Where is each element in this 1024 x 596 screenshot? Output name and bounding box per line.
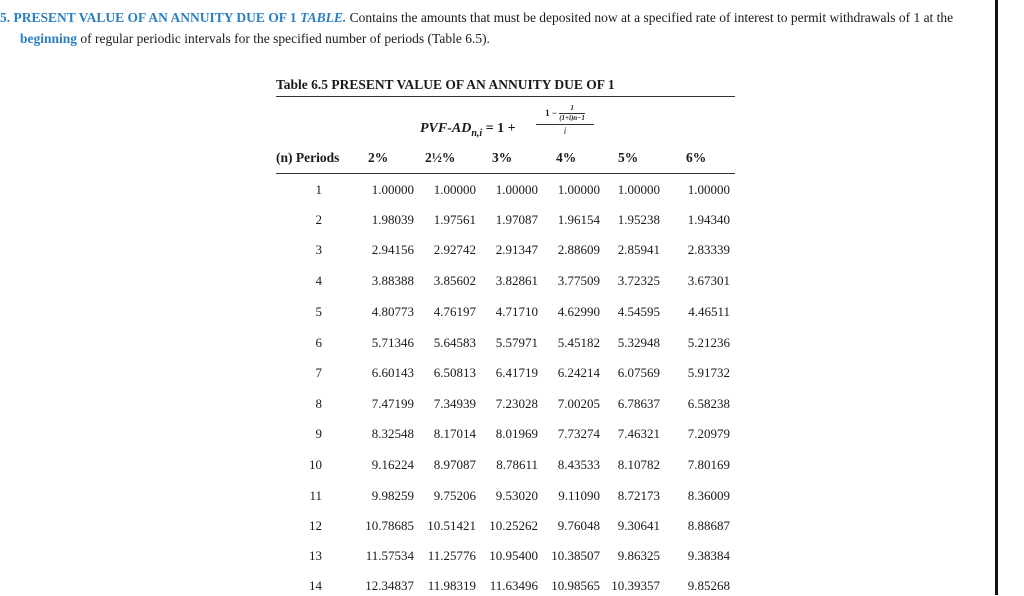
formula-inner-fraction — [559, 104, 585, 123]
cell-6pct: 7.80169 — [687, 457, 730, 472]
table-row — [276, 578, 735, 596]
cell-period: 8 — [315, 396, 322, 411]
intro-number: 5. — [0, 10, 11, 25]
cell-6pct: 2.83339 — [687, 242, 730, 257]
cell-3pct: 6.41719 — [495, 365, 538, 380]
intro-title-table: TABLE. — [300, 10, 347, 25]
cell-4pct: 10.98565 — [551, 578, 600, 593]
cell-2pct: 6.60143 — [371, 365, 414, 380]
cell-4pct: 2.88609 — [557, 242, 600, 257]
formula-numerator-one: 1 − — [545, 107, 557, 118]
header-2-5pct: 2½% — [425, 150, 456, 165]
header-6pct: 6% — [686, 150, 707, 165]
intro-line-1 — [0, 7, 990, 28]
cell-2pct: 4.80773 — [371, 304, 414, 319]
cell-4pct: 3.77509 — [557, 273, 600, 288]
table-row — [276, 273, 735, 291]
caption-rule — [276, 96, 735, 97]
cell-2-5pct: 11.25776 — [427, 548, 476, 563]
cell-2pct: 9.16224 — [371, 457, 414, 472]
cell-2pct: 10.78685 — [365, 518, 414, 533]
cell-5pct: 1.95238 — [617, 212, 660, 227]
cell-6pct: 9.85268 — [687, 578, 730, 593]
cell-period: 7 — [315, 365, 322, 380]
intro-text-1: Contains the amounts that must be deposited now at a specified rate of interest to permit withdrawals of 1 at the — [349, 10, 954, 25]
cell-5pct: 4.54595 — [617, 304, 660, 319]
cell-period: 3 — [315, 242, 322, 257]
cell-2-5pct: 10.51421 — [427, 518, 476, 533]
formula-lhs — [420, 121, 516, 139]
header-4pct: 4% — [556, 150, 577, 165]
formula-equals: = 1 + — [485, 121, 516, 136]
intro-paragraph — [0, 7, 990, 49]
cell-4pct: 9.76048 — [557, 518, 600, 533]
cell-period: 12 — [309, 518, 322, 533]
cell-2pct: 8.32548 — [371, 426, 414, 441]
cell-period: 14 — [309, 578, 322, 593]
cell-3pct: 10.95400 — [489, 548, 538, 563]
cell-3pct: 3.82861 — [495, 273, 538, 288]
table-row — [276, 426, 735, 444]
cell-5pct: 7.46321 — [617, 426, 660, 441]
cell-4pct: 9.11090 — [558, 488, 600, 503]
cell-2-5pct: 5.64583 — [433, 335, 476, 350]
cell-6pct: 9.38384 — [687, 548, 730, 563]
header-2pct: 2% — [368, 150, 389, 165]
cell-5pct: 6.07569 — [617, 365, 660, 380]
cell-period: 11 — [309, 488, 322, 503]
cell-3pct: 7.23028 — [495, 396, 538, 411]
table-row — [276, 365, 735, 383]
intro-highlight: beginning — [20, 31, 78, 46]
cell-4pct: 7.73274 — [557, 426, 600, 441]
cell-2-5pct: 2.92742 — [433, 242, 476, 257]
cell-6pct: 1.00000 — [687, 182, 730, 197]
cell-5pct: 6.78637 — [617, 396, 660, 411]
cell-3pct: 1.97087 — [495, 212, 538, 227]
cell-5pct: 5.32948 — [617, 335, 660, 350]
cell-5pct: 8.72173 — [617, 488, 660, 503]
cell-4pct: 10.38507 — [551, 548, 600, 563]
header-5pct: 5% — [618, 150, 639, 165]
table-row — [276, 518, 735, 536]
cell-5pct: 10.39357 — [611, 578, 660, 593]
cell-3pct: 4.71710 — [495, 304, 538, 319]
table-row — [276, 242, 735, 260]
cell-period: 1 — [315, 182, 322, 197]
intro-line-2 — [0, 28, 990, 49]
cell-2pct: 11.57534 — [365, 548, 414, 563]
cell-period: 6 — [315, 335, 322, 350]
cell-2-5pct: 11.98319 — [427, 578, 476, 593]
cell-3pct: 5.57971 — [495, 335, 538, 350]
intro-text-2: of regular periodic intervals for the specified number of periods (Table 6.5). — [80, 31, 490, 46]
cell-6pct: 1.94340 — [687, 212, 730, 227]
cell-period: 13 — [309, 548, 322, 563]
cell-6pct: 8.88687 — [687, 518, 730, 533]
table-row — [276, 488, 735, 506]
formula-lhs-text: PVF-AD — [420, 121, 472, 136]
cell-4pct: 6.24214 — [557, 365, 600, 380]
cell-2pct: 1.00000 — [371, 182, 414, 197]
table-row — [276, 548, 735, 566]
cell-2-5pct: 8.97087 — [433, 457, 476, 472]
cell-2-5pct: 1.97561 — [433, 212, 476, 227]
cell-6pct: 7.20979 — [687, 426, 730, 441]
cell-6pct: 4.46511 — [688, 304, 730, 319]
formula-numerator — [536, 104, 594, 123]
table-caption: Table 6.5 PRESENT VALUE OF AN ANNUITY DUE OF 1 — [276, 77, 615, 92]
page-right-border — [995, 0, 998, 595]
cell-2pct: 9.98259 — [371, 488, 414, 503]
cell-5pct: 3.72325 — [617, 273, 660, 288]
formula-inner-bottom: (1+i)n−1 — [559, 114, 585, 122]
cell-period: 4 — [315, 273, 322, 288]
cell-5pct: 8.10782 — [617, 457, 660, 472]
cell-6pct: 6.58238 — [687, 396, 730, 411]
cell-3pct: 9.53020 — [495, 488, 538, 503]
cell-3pct: 8.01969 — [495, 426, 538, 441]
header-rule — [276, 173, 735, 174]
cell-3pct: 8.78611 — [496, 457, 538, 472]
cell-2pct: 5.71346 — [371, 335, 414, 350]
cell-2pct: 3.88388 — [371, 273, 414, 288]
formula-subscript: n,i — [471, 127, 483, 139]
cell-5pct: 9.86325 — [617, 548, 660, 563]
header-3pct: 3% — [492, 150, 513, 165]
cell-4pct: 8.43533 — [557, 457, 600, 472]
cell-3pct: 1.00000 — [495, 182, 538, 197]
header-periods: (n) Periods — [276, 150, 340, 165]
cell-6pct: 5.91732 — [687, 365, 730, 380]
formula-denominator: i — [563, 126, 567, 136]
formula-fraction-bar — [536, 124, 594, 125]
cell-6pct: 3.67301 — [687, 273, 730, 288]
cell-2pct: 12.34837 — [365, 578, 414, 593]
cell-period: 10 — [309, 457, 322, 472]
formula-fraction — [536, 104, 594, 136]
cell-2-5pct: 6.50813 — [433, 365, 476, 380]
cell-3pct: 11.63496 — [489, 578, 538, 593]
cell-4pct: 1.00000 — [557, 182, 600, 197]
cell-4pct: 4.62990 — [557, 304, 600, 319]
cell-3pct: 10.25262 — [489, 518, 538, 533]
cell-4pct: 5.45182 — [557, 335, 600, 350]
cell-2-5pct: 8.17014 — [433, 426, 476, 441]
table-row — [276, 212, 735, 230]
cell-5pct: 2.85941 — [617, 242, 660, 257]
formula — [420, 104, 620, 146]
formula-inner-top: 1 — [559, 104, 585, 114]
table-header-row — [276, 150, 735, 170]
cell-2-5pct: 9.75206 — [433, 488, 476, 503]
table-row — [276, 396, 735, 414]
cell-2-5pct: 3.85602 — [433, 273, 476, 288]
cell-2pct: 2.94156 — [371, 242, 414, 257]
cell-6pct: 8.36009 — [687, 488, 730, 503]
cell-6pct: 5.21236 — [687, 335, 730, 350]
cell-4pct: 7.00205 — [557, 396, 600, 411]
table-row — [276, 182, 735, 200]
cell-period: 2 — [315, 212, 322, 227]
cell-3pct: 2.91347 — [495, 242, 538, 257]
table-row — [276, 457, 735, 475]
cell-5pct: 9.30641 — [617, 518, 660, 533]
cell-2-5pct: 7.34939 — [433, 396, 476, 411]
cell-2pct: 7.47199 — [371, 396, 414, 411]
table-row — [276, 304, 735, 322]
cell-2-5pct: 1.00000 — [433, 182, 476, 197]
cell-period: 9 — [315, 426, 322, 441]
cell-4pct: 1.96154 — [557, 212, 600, 227]
cell-period: 5 — [315, 304, 322, 319]
cell-2pct: 1.98039 — [371, 212, 414, 227]
cell-5pct: 1.00000 — [617, 182, 660, 197]
cell-2-5pct: 4.76197 — [433, 304, 476, 319]
table-row — [276, 335, 735, 353]
intro-title: PRESENT VALUE OF AN ANNUITY DUE OF 1 — [13, 10, 297, 25]
